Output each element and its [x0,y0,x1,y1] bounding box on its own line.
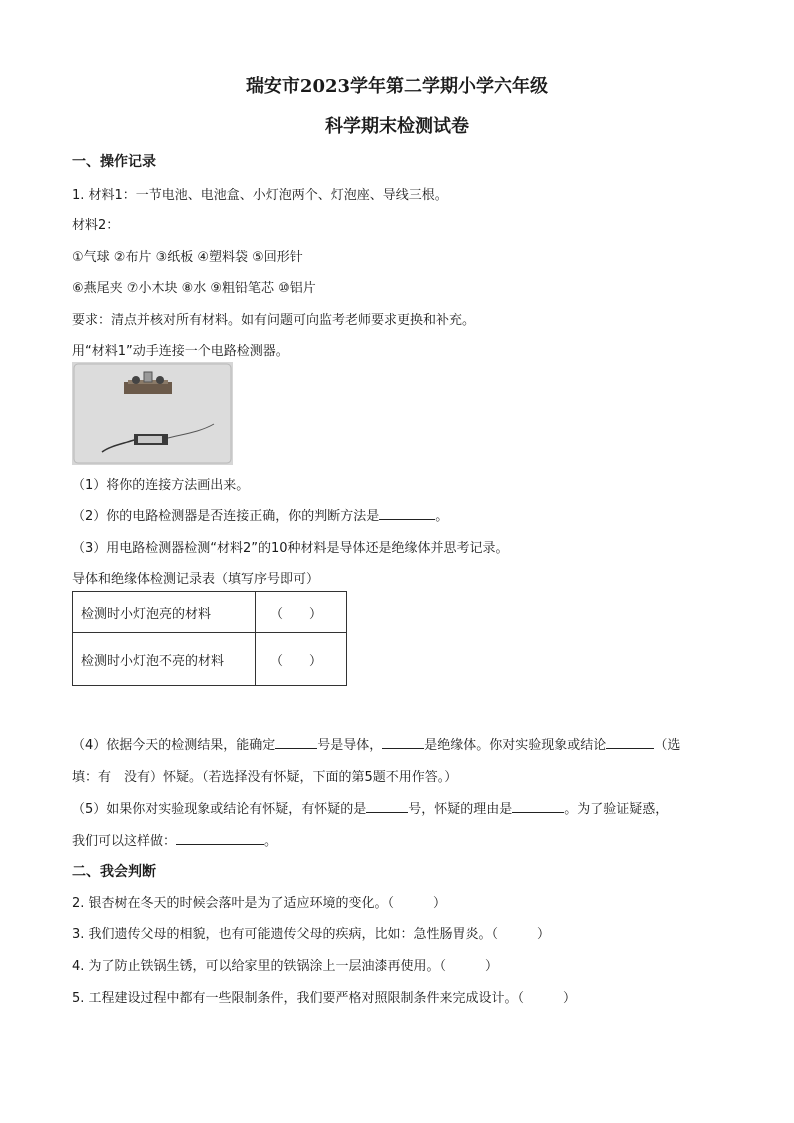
answer-blank[interactable] [176,830,264,845]
sub5-line2-b: 。 [264,834,278,849]
sub-question-5-line1 [72,798,668,817]
requirement-text: 要求：清点并核对所有材料。如有问题可向监考老师要求更换和补充。 [72,313,476,328]
page-title-line1: 瑞安市2023学年第二学期小学六年级 [245,76,549,97]
circuit-materials-photo [72,362,233,465]
detection-record-table [72,591,347,686]
sub-question-4-line2: 填：有 没有）怀疑。（若选择没有怀疑，下面的第5题不用作答。） [72,770,458,785]
sub2-suffix: 。 [435,509,449,524]
material2-line1: ①气球 ②布片 ③纸板 ④塑料袋 ⑤回形针 [72,250,303,265]
table-row [73,633,347,686]
sub4-part-b: 号是导体， [317,738,383,753]
table-row [73,592,347,633]
sub-question-4-line1 [72,734,680,753]
section2-heading: 二、我会判断 [72,864,156,880]
material2-line2: ⑥燕尾夹 ⑦小木块 ⑧水 ⑨粗铅笔芯 ⑩铝片 [72,281,316,296]
sub5-part-b: 号，怀疑的理由是 [408,802,513,817]
sub-question-3: （3）用电路检测器检测“材料2”的10种材料是导体还是绝缘体并思考记录。 [72,541,509,556]
row-answer[interactable]: （ ） [256,633,347,686]
sub5-part-a: （5）如果你对实验现象或结论有怀疑，有怀疑的是 [72,802,367,817]
row-label: 检测时小灯泡不亮的材料 [73,633,256,686]
answer-blank[interactable] [512,798,564,813]
answer-blank[interactable] [382,734,424,749]
sub4-part-c: 是绝缘体。你对实验现象或结论 [424,738,607,753]
judge-item-5: 5. 工程建设过程中都有一些限制条件，我们要严格对照限制条件来完成设计。（ ） [72,991,577,1006]
q1-intro: 1. 材料1：一节电池、电池盒、小灯泡两个、灯泡座、导线三根。 [72,188,448,203]
sub5-part-c: 。为了验证疑惑， [564,802,669,817]
sub-question-5-line2 [72,830,277,849]
section1-heading: 一、操作记录 [72,154,156,170]
judge-item-2: 2. 银杏树在冬天的时候会落叶是为了适应环境的变化。（ ） [72,896,447,911]
row-answer[interactable]: （ ） [256,592,347,633]
judge-item-4: 4. 为了防止铁锅生锈，可以给家里的铁锅涂上一层油漆再使用。（ ） [72,959,499,974]
material2-label: 材料2： [72,218,120,233]
sub-question-1: （1）将你的连接方法画出来。 [72,478,250,493]
row-label: 检测时小灯泡亮的材料 [73,592,256,633]
sub4-part-a: （4）依据今天的检测结果，能确定 [72,738,276,753]
answer-blank[interactable] [379,505,435,520]
task-text: 用“材料1”动手连接一个电路检测器。 [72,344,289,359]
judge-item-3: 3. 我们遗传父母的相貌，也有可能遗传父母的疾病，比如：急性肠胃炎。（ ） [72,927,551,942]
sub2-prefix: （2）你的电路检测器是否连接正确，你的判断方法是 [72,509,380,524]
page-title-line2: 科学期末检测试卷 [325,116,469,137]
table-caption: 导体和绝缘体检测记录表（填写序号即可） [72,572,320,587]
sub5-line2-a: 我们可以这样做： [72,834,177,849]
answer-blank[interactable] [275,734,317,749]
sub4-part-d: （选 [654,738,681,753]
answer-blank[interactable] [606,734,654,749]
answer-blank[interactable] [366,798,408,813]
sub-question-2 [72,505,448,524]
